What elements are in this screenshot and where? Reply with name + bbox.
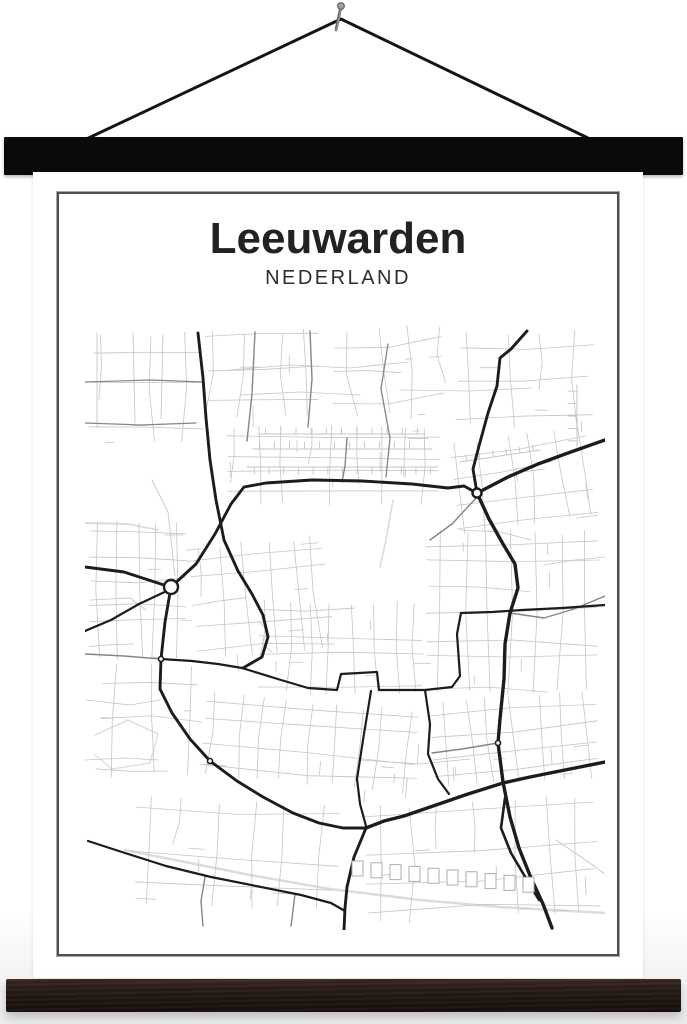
cord-line [80,19,588,142]
poster-paper [33,172,643,978]
city-map-svg [85,318,605,930]
top-slat [4,137,683,175]
nail-head [338,3,345,10]
bottom-slat [6,979,681,1012]
nail [336,3,345,30]
city-map [85,318,605,930]
poster-subtitle: NEDERLAND [265,267,411,289]
poster-title: Leeuwarden [209,214,467,263]
